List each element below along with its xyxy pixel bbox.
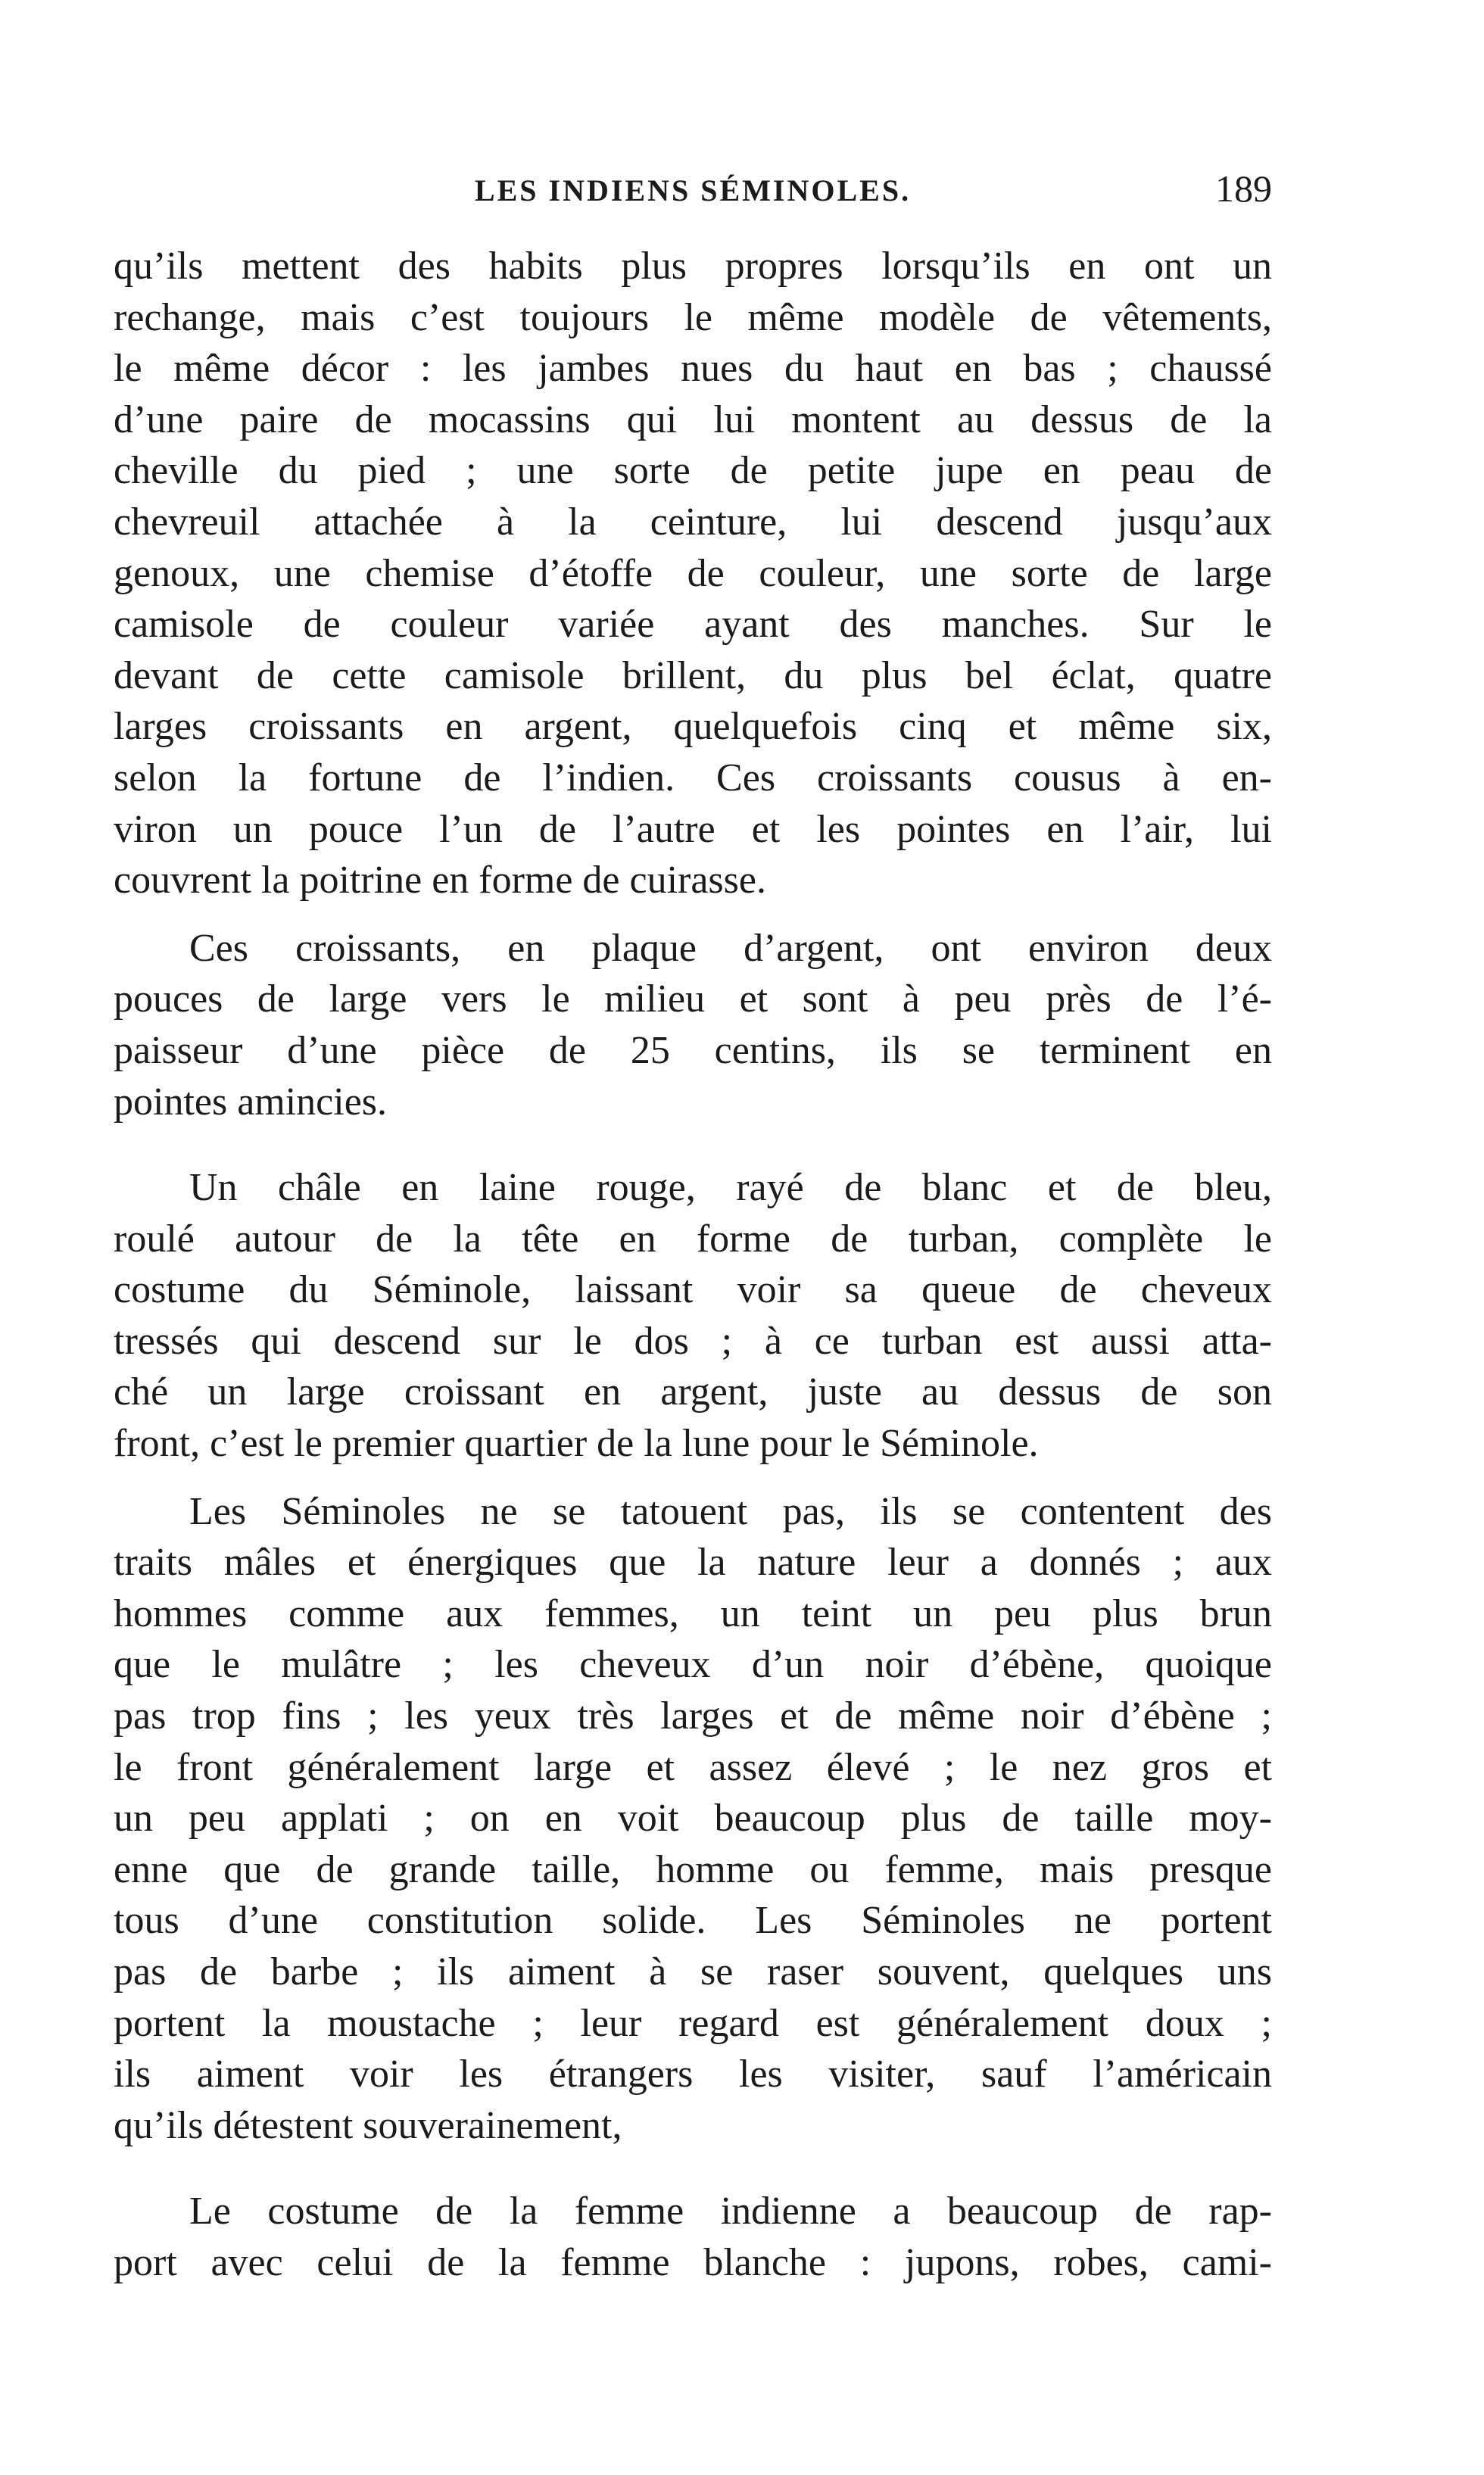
page-number: 189 [1215, 167, 1272, 210]
paragraph-costume-femme [114, 2186, 1272, 2288]
text-line: le front généralement large et assez élevé ; le nez gros et [114, 1745, 1272, 1789]
text-line: paisseur d’une pièce de 25 centins, ils se terminent en [114, 1028, 1272, 1072]
text-line: ils aiment voir les étrangers les visiter, sauf l’américain [114, 2053, 1272, 2096]
text-line: pouces de large vers le milieu et sont à peu près de l’é- [114, 977, 1272, 1021]
paragraph-spacer [114, 1127, 1272, 1162]
text-line: chevreuil attachée à la ceinture, lui descend jusqu’aux [114, 500, 1272, 544]
text-line: enne que de grande taille, homme ou femme, mais presque [114, 1847, 1272, 1891]
running-title: LES INDIENS SÉMINOLES. [474, 173, 912, 207]
text-line: pas trop fins ; les yeux très larges et de même noir d’ébène ; [114, 1694, 1272, 1738]
text-line: tressés qui descend sur le dos ; à ce turban est aussi atta- [114, 1319, 1272, 1363]
text-line: front, c’est le premier quartier de la lune pour le Séminole. [114, 1422, 1039, 1466]
running-header [114, 167, 1272, 212]
text-line: rechange, mais c’est toujours le même modèle de vêtements, [114, 295, 1272, 339]
paragraph-croissants [114, 923, 1272, 1127]
text-line: roulé autour de la tête en forme de turban, complète le [114, 1217, 1272, 1261]
text-line: port avec celui de la femme blanche : jupons, robes, cami- [114, 2240, 1272, 2284]
text-line: costume du Séminole, laissant voir sa queue de cheveux [114, 1268, 1272, 1312]
text-line: Ces croissants, en plaque d’argent, ont environ deux [189, 926, 1272, 970]
paragraph-spacer [114, 906, 1272, 923]
text-line: Le costume de la femme indienne a beaucoup de rap- [189, 2190, 1272, 2233]
body-text [114, 241, 1272, 2289]
text-line: Les Séminoles ne se tatouent pas, ils se contentent des [189, 1489, 1272, 1533]
text-line: viron un pouce l’un de l’autre et les pointes en l’air, lui [114, 807, 1272, 851]
text-line: qu’ils détestent souverainement, [114, 2103, 622, 2147]
text-line: le même décor : les jambes nues du haut en bas ; chaussé [114, 347, 1272, 391]
text-line: qu’ils mettent des habits plus propres lorsqu’ils en ont un [114, 245, 1272, 288]
text-line: pointes amincies. [114, 1080, 388, 1124]
text-line: larges croissants en argent, quelquefois cinq et même six, [114, 705, 1272, 749]
text-line: Un châle en laine rouge, rayé de blanc et de bleu, [189, 1166, 1272, 1210]
paragraph-continuation [114, 241, 1272, 906]
text-line: un peu applati ; on en voit beaucoup plus de taille moy- [114, 1797, 1272, 1841]
text-line: devant de cette camisole brillent, du plus bel éclat, quatre [114, 653, 1272, 697]
paragraph-seminoles-traits [114, 1486, 1272, 2152]
text-line: cheville du pied ; une sorte de petite jupe en peau de [114, 449, 1272, 493]
text-line: selon la fortune de l’indien. Ces croissants cousus à en- [114, 756, 1272, 800]
text-line: genoux, une chemise d’étoffe de couleur, une sorte de large [114, 551, 1272, 595]
text-line: ché un large croissant en argent, juste au dessus de son [114, 1370, 1272, 1414]
text-line: camisole de couleur variée ayant des manches. Sur le [114, 603, 1272, 647]
text-line: hommes comme aux femmes, un teint un peu plus brun [114, 1591, 1272, 1635]
paragraph-spacer [114, 1470, 1272, 1486]
text-line: pas de barbe ; ils aiment à se raser souvent, quelques uns [114, 1950, 1272, 1993]
text-line: tous d’une constitution solide. Les Séminoles ne portent [114, 1899, 1272, 1943]
text-line: portent la moustache ; leur regard est généralement doux ; [114, 2001, 1272, 2045]
text-line: couvrent la poitrine en forme de cuirasse. [114, 859, 766, 902]
text-line: traits mâles et énergiques que la nature leur a donnés ; aux [114, 1541, 1272, 1585]
text-line: que le mulâtre ; les cheveux d’un noir d’ébène, quoique [114, 1643, 1272, 1687]
paragraph-chale [114, 1162, 1272, 1470]
paragraph-spacer [114, 2151, 1272, 2186]
text-line: d’une paire de mocassins qui lui montent au dessus de la [114, 397, 1272, 441]
